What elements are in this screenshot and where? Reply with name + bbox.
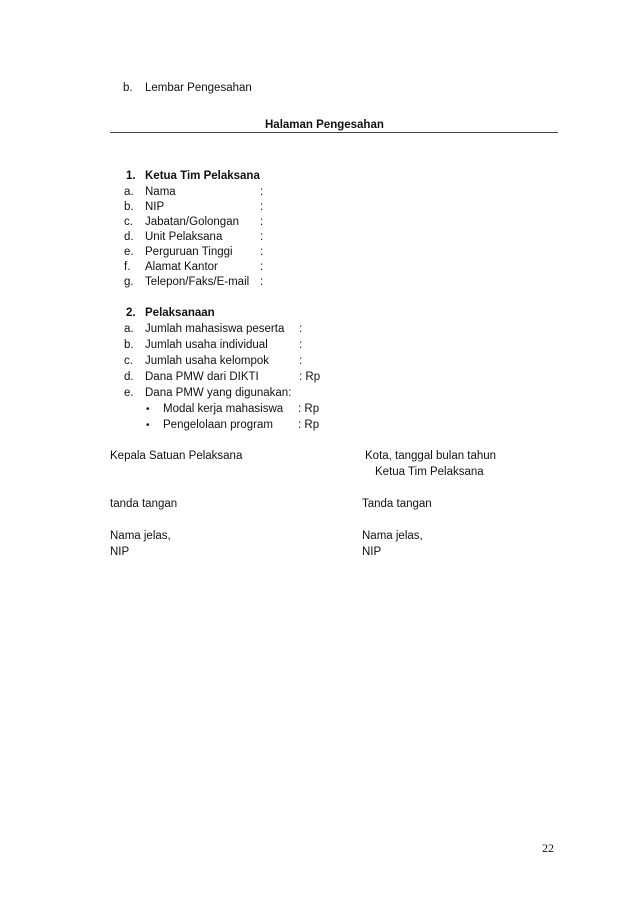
field-separator: : (299, 339, 303, 351)
signer-title: Ketua Tim Pelaksana (375, 466, 484, 478)
field-label: Nama (145, 186, 176, 198)
signer-nip: NIP (362, 546, 382, 558)
page-title: Halaman Pengesahan (265, 119, 384, 131)
field-label: Jumlah usaha kelompok (145, 355, 270, 367)
place-date: Kota, tanggal bulan tahun (365, 450, 497, 462)
field-label: Unit Pelaksana (145, 231, 223, 243)
field-separator: : Rp (298, 403, 320, 415)
field-label: Pengelolaan program (163, 419, 273, 431)
field-separator: : Rp (299, 371, 321, 383)
bullet-symbol: • (146, 420, 150, 431)
field-separator: : (260, 246, 264, 258)
item-letter: d. (124, 231, 134, 243)
signer-title: Kepala Satuan Pelaksana (110, 450, 243, 462)
field-separator: : Rp (298, 419, 320, 431)
item-letter: a. (124, 186, 134, 198)
field-separator: : (260, 261, 264, 273)
item-letter: e. (124, 387, 134, 399)
section-number: 1. (126, 170, 136, 182)
field-label: NIP (145, 201, 165, 213)
signer-name: Nama jelas, (110, 530, 171, 542)
section-heading: Ketua Tim Pelaksana (145, 170, 260, 182)
field-separator: : (260, 216, 264, 228)
section-number: 2. (126, 307, 136, 319)
item-letter: e. (124, 246, 134, 258)
page-number: 22 (542, 841, 554, 855)
signature-placeholder: tanda tangan (110, 498, 178, 510)
item-letter: d. (124, 371, 134, 383)
title-rule (110, 132, 558, 133)
field-label: Jumlah usaha individual (145, 339, 268, 351)
field-label: Telepon/Faks/E-mail (145, 276, 250, 288)
field-label: Dana PMW yang digunakan: (145, 387, 292, 399)
field-separator: : (299, 323, 303, 335)
section-letter: b. (123, 82, 133, 94)
bullet-symbol: • (146, 404, 150, 415)
item-letter: b. (124, 201, 134, 213)
field-separator: : (260, 201, 264, 213)
field-label: Jumlah mahasiswa peserta (145, 323, 285, 335)
field-separator: : (260, 186, 264, 198)
item-letter: c. (124, 355, 133, 367)
section-title: Lembar Pengesahan (145, 82, 252, 94)
signer-nip: NIP (110, 546, 130, 558)
item-letter: b. (124, 339, 134, 351)
item-letter: g. (124, 276, 134, 288)
field-label: Perguruan Tinggi (145, 246, 233, 258)
item-letter: f. (124, 261, 131, 273)
item-letter: a. (124, 323, 134, 335)
signature-placeholder: Tanda tangan (362, 498, 432, 510)
section-heading: Pelaksanaan (145, 307, 215, 319)
field-separator: : (260, 276, 264, 288)
field-label: Dana PMW dari DIKTI (145, 371, 259, 383)
field-separator: : (260, 231, 264, 243)
field-label: Jabatan/Golongan (145, 216, 239, 228)
item-letter: c. (124, 216, 133, 228)
field-label: Alamat Kantor (145, 261, 218, 273)
signer-name: Nama jelas, (362, 530, 423, 542)
field-separator: : (299, 355, 303, 367)
field-label: Modal kerja mahasiswa (163, 403, 284, 415)
